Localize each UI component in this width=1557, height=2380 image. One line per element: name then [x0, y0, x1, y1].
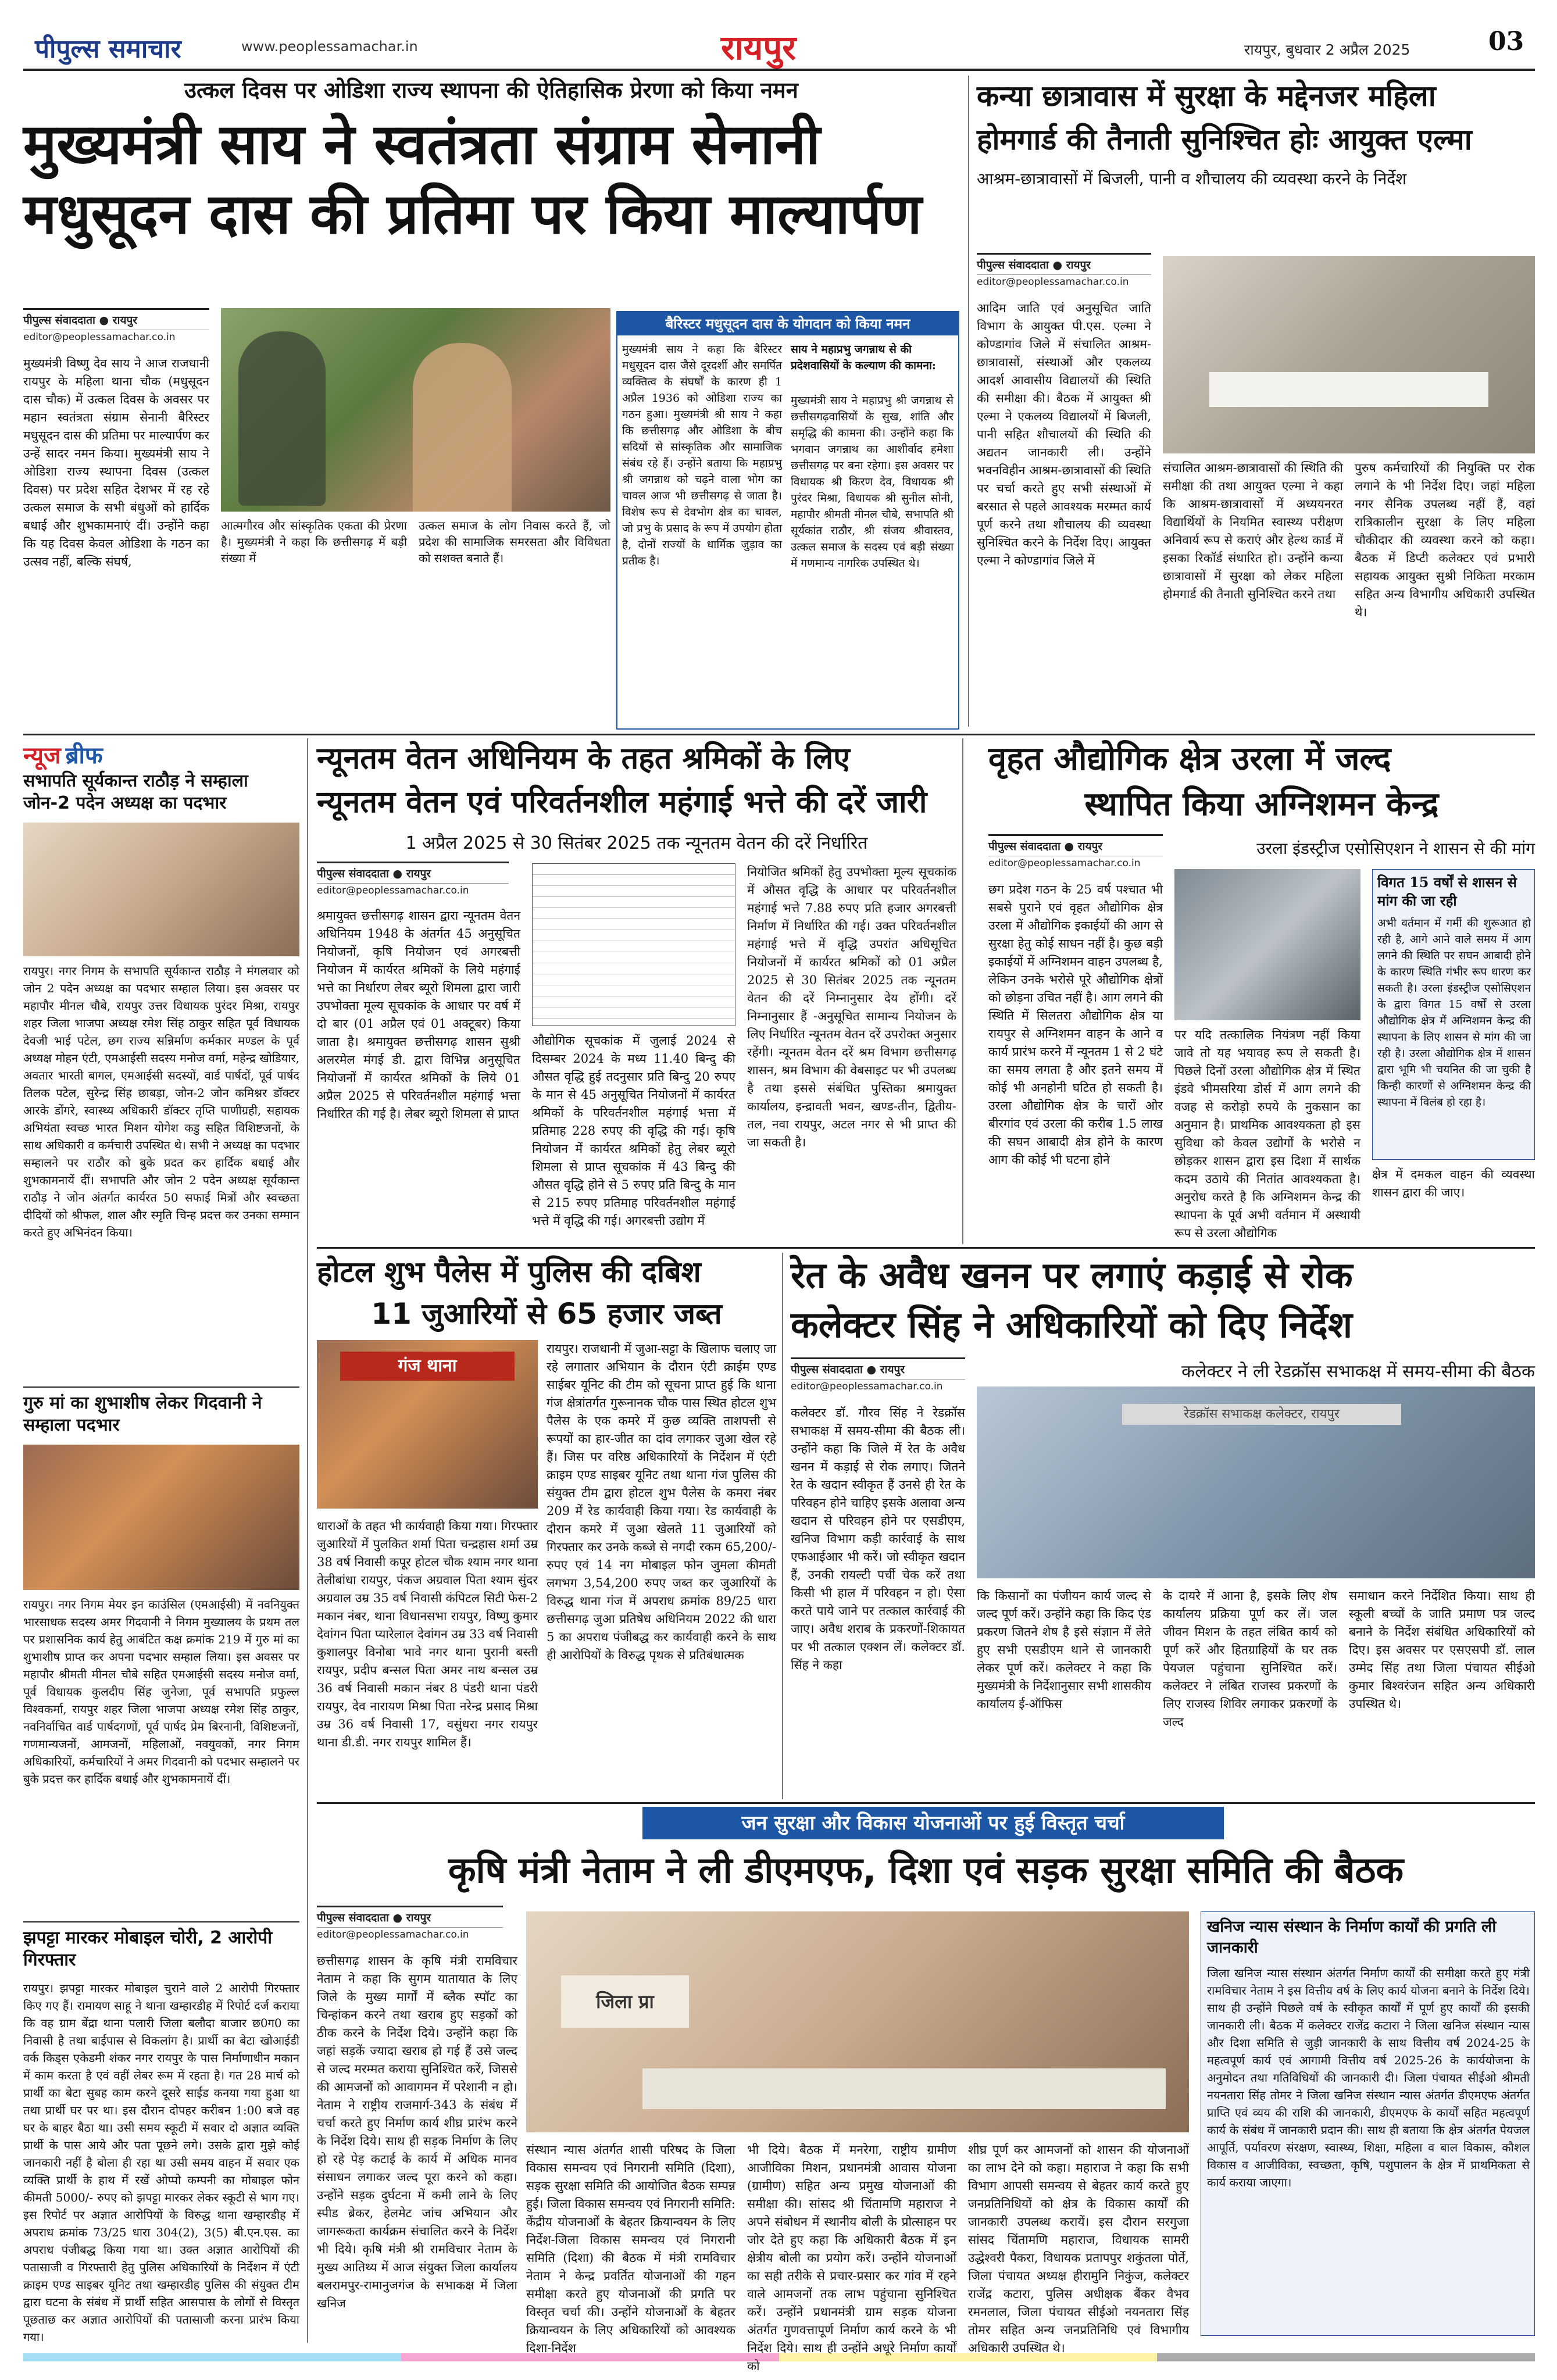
meeting-room-sign: रेडक्रॉस सभाकक्ष कलेक्टर, रायपुर — [1122, 1404, 1401, 1425]
story-elma-hostel — [977, 76, 1535, 732]
story-body-col1: कलेक्टर डॉ. गौरव सिंह ने रेडक्रॉस सभाकक्ष में समय-सीमा की बैठक ली। उन्होंने कहा कि जिले में रेत के अवैध खनन में कड़ाई से रोक लगाए। जितने रेत के खदान स्वीकृत हैं उनसे ही रेत के परिवहन होने चाहिए इसके अलावा अन्य खदान से परिवहन होने पर एसडीएम, खनिज विभाग कड़ी कार्रवाई के साथ एफआईआर भी करें। जो स्वीकृत खदान हैं, उनकी रायल्टी पर्ची चेक करें तथा किसी भी हाल में परिवहन न हो। ऐसा करते पाये जाने पर तत्काल कार्रवाई की जाए। अवैध शराब के प्रकरणों-शिकायत पर भी तत्काल एक्शन लें। कलेक्टर डॉ. सिंह ने कहा — [791, 1406, 965, 1672]
story-body-col4: समाधान करने निर्देशित किया। साथ ही स्कूली बच्चों के जाति प्रमाण पत्र जल्द बनाने के निर्देश संबंधित अधिकारियों को दिए। इस अवसर पर एसएसपी डॉ. लाल उम्मेद सिंह तथा जिला पंचायत सीईओ कुमार बिश्वरंजन सहित अन्य अधिकारी उपस्थित थे। — [1349, 1589, 1535, 1711]
headline-line-2: न्यूनतम वेतन एवं परिवर्तनशील महंगाई भत्ते की दरें जारी — [317, 785, 927, 820]
meeting-photo — [1163, 256, 1535, 453]
brief-1-photo — [23, 823, 299, 956]
story-body-col3: नियोजित श्रमिकों हेतु उपभोक्ता मूल्य सूचकांक में औसत वृद्धि के आधार पर परिवर्तनशील महंगाई भत्ते 7.88 रुपए प्रति हजार अगरबत्ती निर्माण में निर्धारित की गई। उक्त परिवर्तनशील महंगाई भत्ते में वृद्धि उपरांत अधिसूचित नियोजनों में कार्यरत श्रमिकों को 01 अप्रैल 2025 से 30 सितंबर 2025 तक न्यूनतम वेतन की दरें निम्नानुसार देय होंगी। दरें निम्नानुसार हैं -अनुसूचित सामान्य नियोजन के लिए निर्धारित न्यूनतम वेतन दरें उपरोक्त अनुसार रहेंगी। न्यूनतम वेतन दरें श्रम विभाग छत्तीसगढ़ शासन, श्रम विभाग की वेबसाइट पर भी उपलब्ध है तथा इससे संबंधित पुस्तिका श्रमायुक्त कार्यालय, इन्द्रावती भवन, खण्ड-तीन, द्वितीय-तल, नवा रायपुर, अटल नगर से भी प्राप्त की जा सकती है। — [747, 865, 956, 1149]
divider-mid — [962, 738, 963, 1244]
story-body-col4: शीघ्र पूर्ण कर आमजनों को शासन की योजनाओं का लाभ देने को कहा। महाराज ने कहा कि सभी विभाग आपसी समन्वय से बेहतर कार्य करते हुए जनप्रतिनिधियों को क्षेत्र के विकास कार्यों की जानकारी उपलब्ध करायें। इस दौरान सरगुजा सांसद चिंतामणि महाराज, विधायक सामरी उद्धेश्वरी पैकरा, विधायक प्रतापपुर शकुंतला पोर्ते, जिला पंचायत अध्यक्ष हीरामुनि निकुंज, कलेक्टर राजेंद्र कटारा, पुलिस अधीक्षक बैंकर वैभव रमनलाल, जिला पंचायत सीईओ नयनतारा सिंह तोमर सहित अन्य जनप्रतिनिधि एवं विभागीय अधिकारी उपस्थित थे। — [968, 2143, 1189, 2355]
byline: पीपुल्स संवाददाता ● रायपुर — [317, 862, 509, 884]
divider-lower — [782, 1253, 783, 1799]
box-text: अभी वर्तमान में गर्मी की शुरूआत हो रही है, आगे आने वाले समय में आग लगने की स्थिति पर सघन आबादी होने के कारण स्थिति गंभीर रूप धारण कर सकती है। उरला इंडस्ट्रीज एसोसिएशन के द्वारा विगत 15 वर्षों से उरला औद्योगिक क्षेत्र में अग्निशमन केन्द्र की स्थापना के लिए शासन से मांग की जा रही है। उरला औद्योगिक क्षेत्र में शासन द्वारा भूमि भी चयनित की जा चुकी है किन्ही कारणों से अग्निशमन केन्द्र की स्थापना में विलंब हो रहा है। — [1377, 917, 1531, 1109]
email: editor@peoplessamachar.co.in — [988, 857, 1141, 869]
dmf-progress-box — [1201, 1911, 1535, 2336]
deck: 1 अप्रैल 2025 से 30 सितंबर 2025 तक न्यूनतम वेतन की दरें निर्धारित — [405, 833, 868, 853]
photo-caption-b: उत्कल समाज के लोग निवास करते हैं, जो प्रदेश की सामाजिक समरसता और विविधता को सशक्त बनाते हैं। — [419, 519, 610, 565]
brief-label-a: न्यूज — [23, 742, 61, 769]
story-body-col2: संस्थान न्यास अंतर्गत शासी परिषद के जिला विकास समन्वय एवं निगरानी समिति (दिशा), सड़क सुरक्षा समिति की आयोजित बैठक सम्पन्न हुई। जिला विकास समन्वय एवं निगरानी समिति: केंद्रीय योजनाओं के बेहतर क्रियान्वयन के लिए निर्देश-जिला विकास समन्वय एवं निगरानी समिति (दिशा) की बैठक में मंत्री रामविचार नेताम ने केन्द्र प्रवर्तित योजनाओं की गहन समीक्षा करते हुए योजनाओं की प्रगति पर विस्तृत चर्चा की। उन्होंने योजनाओं के बेहतर क्रियान्वयन के लिए अधिकारियों को आवश्यक दिशा-निर्देश — [526, 2143, 735, 2355]
band-kicker: जन सुरक्षा और विकास योजनाओं पर हुई विस्तृत चर्चा — [642, 1807, 1224, 1839]
story-body-col3: भी दिये। बैठक में मनरेगा, राष्ट्रीय ग्रामीण आजीविका मिशन, प्रधानमंत्री आवास योजना (ग्रामीण) सहित अन्य प्रमुख योजनाओं की समीक्षा की। सांसद श्री चिंतामणि महाराज ने अपने संबोधन में स्थानीय बोली के प्रोत्साहन पर जोर देते हुए कहा कि अधिकारी बैठक में इन क्षेत्रीय बोली का प्रयोग करें। उन्होंने योजनाओं का सही तरीके से प्रचार-प्रसार कर गांव में रहने वाले आमजनों तक लाभ पहुंचाना सुनिश्चित करें। उन्होंने प्रधानमंत्री ग्राम सड़क योजना अंतर्गत गुणवत्तापूर्ण निर्माण कार्य करने के भी निर्देश दिये। साथ ही उन्होंने अधूरे निर्माण कार्यों को — [747, 2143, 956, 2373]
story-body-col3: पुरुष कर्मचारियों की नियुक्ति पर रोक लगाने के भी निर्देश दिए। जहां महिला नगर सैनिक उपलब्ध नहीं हैं, वहां रात्रिकालीन सुरक्षा के लिए महिला चौकीदार की व्यवस्था करने को कहा। बैठक में डिप्टी कलेक्टर एवं प्रभारी सहायक आयुक्त सुश्री निकिता मरकाम सहित अन्य विभागीय अधिकारी उपस्थित थे। — [1355, 461, 1535, 619]
brief-2-text: रायपुर। नगर निगम मेयर इन काउंसिल (एमआईसी) में नवनियुक्त भारसाधक सदस्य अमर गिदवानी ने निगम मुख्यालय के प्रथम तल पर प्रशासनिक कार्य हेतु आबंटित कक्ष क्रमांक 219 में गुरु मां का शुभाशीष प्राप्त कर अपना पदभार सम्हाल लिया। इस अवसर पर महापौर श्रीमती मीनल चौबे सहित एमआईसी सदस्य मनोज वर्मा, पूर्व विधायक कुलदीप सिंह जुनेजा, पूर्व सभापति प्रफुल्ल विश्वकर्मा, रायपुर शहर जिला भाजपा अध्यक्ष रमेश सिंह ठाकुर, नवनिर्वाचित वार्ड पार्षदगणों, पूर्व पार्षद प्रेम बिरनानी, विशिष्टजनों, गणमान्यजनों, आमजनों, महिलाओं, नवयुवकों, नगर निगम अधिकारियों, कर्मचारियों ने अमर गिदवानी को पदभार सम्हालने पर बुके प्रदत्त कर हार्दिक बधाई और शुभकामनायें दीं। — [23, 1598, 299, 1786]
byline: पीपुल्स संवाददाता ● रायपुर — [23, 308, 209, 330]
box-title: बैरिस्टर मधुसूदन दास के योगदान को किया नमन — [617, 312, 958, 335]
brief-2-title: गुरु मां का शुभाशीष लेकर गिदवानी ने सम्हाला पदभार — [23, 1393, 262, 1435]
story-hotel-raid — [317, 1253, 776, 1799]
headline-line-1: कन्या छात्रावास में सुरक्षा के मद्देनजर महिला — [977, 79, 1436, 113]
district-banner: जिला प्रा — [561, 1975, 689, 2028]
brief-column-divider — [307, 738, 308, 2343]
box-col1: मुख्यमंत्री साय ने कहा कि बैरिस्टर मधुसूदन दास जैसे दूरदर्शी और समर्पित व्यक्तित्व के संघर्षों के कारण ही 1 अप्रैल 1936 को ओडिशा राज्य का गठन हुआ। मुख्यमंत्री श्री साय ने कहा कि छत्तीसगढ़ और ओडिशा के बीच सदियों से सांस्कृतिक और सामाजिक संबंध रहे हैं। उन्होंने बताया कि महाप्रभु श्री जगन्नाथ को चढ़ने वाला भोग का चावल आज भी छत्तीसगढ़ से जाता है। विशेष रूप से देवभोग क्षेत्र का चावल, जो प्रभु के प्रसाद के रूप में उपयोग होता है, दोनों राज्यों के धार्मिक जुड़ाव का प्रतीक है। — [622, 343, 782, 567]
story-body-col1: रायपुर। राजधानी में जुआ-सट्टा के खिलाफ चलाए जा रहे लगातार अभियान के दौरान एंटी क्राईम एण्ड साईबर यूनिट की टीम को सूचना प्राप्त हुई कि थाना गंज क्षेत्रांतर्गत गुरूनानक चौक पास स्थित होटल शुभ पैलेस के एक कमरे में कुछ व्यक्ति ताशपत्ती से रूपयों का हार-जीत का दांव लगाकर जुआ खेल रहे हैं। जिस पर वरिष्ठ अधिकारियों के निर्देशन में एंटी क्राइम एण्ड साइबर यूनिट तथा थाना गंज पुलिस की संयुक्त टीम द्वारा होटल शुभ पैलेस के कमरा नंबर 209 में रेड कार्यवाही किया गया। रेड कार्यवाही के दौरान कमरे में जुआ खेलते 11 जुआरियों को गिरफ्तार कर उनके कब्जे से नगदी रकम 65,200/- रुपए एवं 14 नग मोबाइल फोन जुमला कीमती लगभग 3,54,200 रुपए जब्त कर जुआरियों के विरुद्ध थाना गंज में अपराध क्रमांक 89/25 धारा छत्तीसगढ़ जुआ प्रतिषेध अधिनियम 2022 की धारा 5 का अपराध पंजीबद्ध कर कार्यवाही करने के साथ ही आरोपियों के विरुद्ध पृथक से प्रतिबंधात्मक — [547, 1342, 776, 1662]
story-body-col2: संचालित आश्रम-छात्रावासों की स्थिति की समीक्षा की तथा आयुक्त एल्मा ने कहा कि आश्रम-छात्रावासों में अध्ययनरत विद्यार्थियों के नियमित स्वास्थ्य परीक्षण अनिवार्य रूप से कराएं और हेल्थ कार्ड में इसका रिकॉर्ड संधारित हो। उन्होंने कन्या छात्रावासों में सुरक्षा को लेकर महिला होमगार्ड की तैनाती सुनिश्चित करने तथा — [1163, 461, 1343, 601]
headline-line-1: न्यूनतम वेतन अधिनियम के तहत श्रमिकों के लिए — [317, 741, 851, 776]
email: editor@peoplessamachar.co.in — [317, 885, 469, 896]
table-shape — [1209, 372, 1488, 407]
column-divider — [968, 76, 969, 727]
headline-line-1: रेत के अवैध खनन पर लगाएं कड़ाई से रोक — [791, 1254, 1353, 1296]
story-body-col2: धाराओं के तहत भी कार्यवाही किया गया। गिरफ्तार जुआरियों में पुलकित शर्मा पिता चन्द्रहास शर्मा उम्र 38 वर्ष निवासी कपूर होटल चौक श्याम नगर थाना तेलीबांधा रायपुर, पंकज अग्रवाल पिता श्याम सुंदर अग्रवाल उम्र 35 वर्ष निवासी कंपिटल सिटी फेस-2 मकान नंबर, थाना विधानसभा रायपुर, विष्णु कुमार देवांगन पिता प्यारेलाल देवांगन उम्र 33 वर्ष निवासी कुशालपुर विनोबा भावे नगर थाना पुरानी बस्ती रायपुर, प्रदीप बन्सल पिता अमर नाथ बन्सल उम्र 36 वर्ष निवासी मकान नंबर 8 पंडरी थाना पंडरी रायपुर, देव नारायण मिश्रा पिता नरेन्द्र प्रसाद मिश्रा उम्र 36 वर्ष निवासी 17, वसुंधरा नगर रायपुर थाना डी.डी. नगर रायपुर शामिल हैं। — [317, 1519, 538, 1749]
brief-1-title: सभापति सूर्यकान्त राठौड़ ने सम्हाला जोन-2 पदेन अध्यक्ष का पदभार — [23, 771, 248, 813]
box-col2-lead: साय ने महाप्रभु जगन्नाथ से की प्रदेशवासियों के कल्याण की कामना: — [791, 343, 936, 372]
masthead — [0, 0, 1557, 67]
story-netam-dmf — [317, 1807, 1535, 2373]
logo: पीपुल्स समाचार — [35, 34, 181, 64]
byline: पीपुल्स संवाददाता ● रायपुर — [317, 1906, 503, 1928]
box-text: जिला खनिज न्यास संस्थान अंतर्गत निर्माण कार्यों की समीक्षा करते हुए मंत्री रामविचार नेताम ने इस वित्तीय वर्ष के लिए कार्य योजना बनाने के निर्देश दिये। साथ ही उन्होंने पिछले वर्ष के स्वीकृत कार्यों में पूर्ण हुए कार्यों की इसकी जानकारी ली। बैठक में कलेक्टर राजेंद्र कटारा ने जिला खनिज संस्थान न्यास और दिशा समिति से जुड़ी जानकारी के साथ वित्तीय वर्ष 2024-25 के महत्वपूर्ण कार्य एवं आगामी वित्तीय वर्ष 2025-26 के कार्ययोजना के अनुमोदन तथा गतिविधियों की जानकारी दी। जिला पंचायत सीईओ श्रीमती नयनतारा सिंह तोमर ने जिला खनिज संस्थान न्यास अंतर्गत डीएमएफ अंतर्गत प्राप्ति एवं व्यय की राशि की जानकारी, डीएमएफ के कार्यों सहित महत्वपूर्ण कार्य के संबंध में जानकारी प्रदान की। साथ ही बताया कि क्षेत्र अंतर्गत पेयजल आपूर्ति, पर्यावरण संरक्षण, स्वास्थ्य, शिक्षा, महिला व बाल विकास, कौशल विकास व आजीविका, स्वच्छता, कृषि, पशुपालन के क्षेत्र में प्राथमिकता से कार्य कराया जाएगा। — [1207, 1966, 1530, 2189]
story-body-col1: श्रमायुक्त छत्तीसगढ़ शासन द्वारा न्यूनतम वेतन अधिनियम 1948 के अंतर्गत 45 अनुसूचित नियोजनों, कृषि नियोजन एवं अगरबत्ती नियोजन में कार्यरत श्रमिकों के लिये महंगाई भत्ते का निर्धारण लेबर ब्यूरो शिमला द्वारा जारी उपभोक्ता मूल्य सूचकांक के आधार पर वर्ष में दो बार (01 अप्रैल एवं 01 अक्टूबर) किया जाता है। श्रमायुक्त छत्तीसगढ़ शासन सुश्री अलरमेल मंगई डी. द्वारा विभिन्न अनुसूचित नियोजनों में कार्यरत श्रमिकों के लिये 01 अप्रैल 2025 से परिवर्तनशील महंगाई भत्ता निर्धारित की गई है। लेबर ब्यूरो शिमला से प्राप्त — [317, 909, 520, 1121]
story-body-col1: छग प्रदेश गठन के 25 वर्ष पश्चात भी सबसे पुराने एवं वृहत औद्योगिक क्षेत्र उरला में औद्योगिक इकाईयों की आग से सुरक्षा हेतु कोई साधन नहीं है। कुछ बड़ी इकाईयों में अग्निशमन वाहन उपलब्ध है, लेकिन उनके भरोसे पूरे औद्योगिक क्षेत्रों को छोड़ना उचित नहीं है। आग लगने की स्थिति में सिलतरा औद्योगिक क्षेत्र या रायपुर से अग्निशमन वाहन के आने व कार्य प्रारंभ करने में न्यूनतम 1 से 2 घंटे का समय लगता है और इतने समय में कोई भी अनहोनी घटित हो सकती है। उरला औद्योगिक क्षेत्र के चारों ओर बीरगांव एवं उरला की करीब 1.5 लाख की सघन आबादी क्षेत्र होने के कारण आग की कोई भी घटना होने — [988, 882, 1163, 1167]
brief-divider-2 — [23, 1921, 299, 1922]
box-title: विगत 15 वर्षों से शासन से मांग की जा रही — [1377, 874, 1517, 909]
box-col2: मुख्यमंत्री साय ने महाप्रभु श्री जगन्नाथ से छत्तीसगढ़वासियों के सुख, शांति और समृद्धि की कामना की। उन्होंने कहा कि भगवान जगन्नाथ का आशीर्वाद हमेशा छत्तीसगढ़ पर बना रहेगा। इस अवसर पर विधायक श्री किरण देव, विधायक श्री पुरंदर मिश्रा, विधायक श्री सुनील सोनी, महापौर श्रीमती मीनल चौबे, सभापति श्री सूर्यकांत राठौर, श्री संजय श्रीवास्तव, उत्कल समाज के सदस्य एवं बड़ी संख्या में गणमान्य नागरिक उपस्थित थे। — [791, 394, 954, 570]
story-body-col3-tail: क्षेत्र में दमकल वाहन की व्यवस्था शासन द्वारा की जाए। — [1372, 1167, 1535, 1199]
email: editor@peoplessamachar.co.in — [977, 276, 1129, 288]
brief-divider-1 — [23, 1386, 299, 1388]
section-name: रायपुर — [721, 28, 797, 67]
demand-box — [1372, 869, 1535, 1160]
headline-line-2: मधुसूदन दास की प्रतिमा पर किया माल्यार्पण — [23, 181, 922, 246]
byline: पीपुल्स संवाददाता ● रायपुर — [977, 253, 1151, 275]
police-station-sign: गंज थाना — [340, 1352, 515, 1381]
print-registration-strip — [23, 2353, 1535, 2361]
deck: कलेक्टर ने ली रेडक्रॉस सभाकक्ष में समय-सीमा की बैठक — [1181, 1361, 1535, 1382]
kicker: उत्कल दिवस पर ओडिशा राज्य स्थापना की ऐतिहासिक प्रेरणा को किया नमन — [184, 77, 798, 103]
headline-line-1: मुख्यमंत्री साय ने स्वतंत्रता संग्राम सेनानी — [23, 112, 820, 177]
page-number: 03 — [1488, 27, 1524, 56]
issue-date: रायपुर, बुधवार 2 अप्रैल 2025 — [1244, 41, 1410, 58]
headline-line-1: वृहत औद्योगिक क्षेत्र उरला में जल्द — [988, 740, 1391, 778]
headline-line-2: स्थापित किया अग्निशमन केन्द्र — [1084, 785, 1439, 823]
story-body-col2: कि किसानों का पंजीयन कार्य जल्द से जल्द पूर्ण करें। उन्होंने कहा कि किद एंड प्रकरण जितने शेष है इसे संज्ञान में लेते हुए सभी एसडीएम थाने से जानकारी लेकर पूर्ण करें। कलेक्टर ने कहा कि मुख्यमंत्री के निर्देशानुसार सभी शासकीय कार्यालय ई-ऑफिस — [977, 1589, 1151, 1711]
email: editor@peoplessamachar.co.in — [23, 331, 176, 343]
yogdan-box — [616, 311, 959, 730]
person-shape — [413, 343, 512, 512]
deck: उरला इंडस्ट्रीज एसोसिएशन ने शासन से की मांग — [1256, 839, 1535, 858]
byline: पीपुल्स संवाददाता ● रायपुर — [791, 1357, 965, 1380]
headline: कृषि मंत्री नेताम ने ली डीएमएफ, दिशा एवं सड़क सुरक्षा समिति की बैठक — [448, 1849, 1404, 1891]
police-station-photo — [317, 1340, 538, 1509]
headline-line-2: कलेक्टर सिंह ने अधिकारियों को दिए निर्देश — [791, 1303, 1353, 1346]
story-body-col1: छत्तीसगढ़ शासन के कृषि मंत्री रामविचार नेताम ने कहा कि सुगम यातायात के लिए जिले के मुख्य मार्गों में ब्लैक स्पॉट का चिन्हांकन करने तथा खराब हुए सड़कों को ठीक करने के निर्देश दिये। उन्होंने कहा कि जहां सड़कें ज्यादा खराब हो गई हैं उसे जल्द से जल्द मरम्मत कराया सुनिश्चित करें, जिससे की आमजनों को आवागमन में परेशानी न हो। नेताम ने राष्ट्रीय राजमार्ग-343 के संबंध में चर्चा करते हुए निर्माण कार्य शीघ्र प्रारंभ करने के निर्देश दिये। साथ ही सड़क निर्माण के लिए हो रहे पेड़ कटाई के कार्य में अधिक मानव संसाधन लगाकर जल्द पूरा करने को कहा। उन्होंने सड़क दुर्घटना में कमी लाने के लिए स्पीड ब्रेकर, हेलमेट जांच अभियान और जागरूकता कार्यक्रम संचालित करने के निर्देश भी दिये। कृषि मंत्री श्री रामविचार नेताम के मुख्य आतिथ्य में आज संयुक्त जिला कार्यालय बलरामपुर-रामानुजगंज के सभाकक्ष में जिला खनिज — [317, 1954, 517, 2310]
box-title: खनिज न्यास संस्थान के निर्माण कार्यों की प्रगति ली जानकारी — [1207, 1918, 1497, 1957]
brief-3-text: रायपुर। झपट्टा मारकर मोबाइल चुराने वाले 2 आरोपी गिरफ्तार किए गए हैं। रामायण साहू ने थाना खम्हारडीह में रिपोर्ट दर्ज कराया कि वह ग्राम बेंद्रा थाना पलारी जिला बलौदा बाजार छ0ग0 का निवासी है तथा बाईपास से विकलांग है। प्रार्थी का बेटा खोआईडी वर्क किड्स एकेडमी शंकर नगर रायपुर के पास निर्माणाधीन मकान में काम करता है एवं वहीं लेबर रूम में रहता है। गत 28 मार्च को प्रार्थी का बेटा सुबह काम करने दूसरे साईड कनया गया हुआ था तथा प्रार्थी घर पर था। इस दौरान दोपहर करीबन 1:00 बजे वह घर के बाहर बैठा था। उसी समय स्कूटी में सवार दो अज्ञात व्यक्ति प्रार्थी के पास आये और पता पूछने लगे। उसके द्वारा मुझे कोई जानकारी नहीं है बोला ही रहा था उसी समय वाहन में सवार एक व्यक्ति प्रार्थी के हाथ में रखें ओप्पो कम्पनी का मोबाइल फोन कीमती 5000/- रुपए को झपट्टा मारकर लेकर स्कूटी से भाग गए। इस रिपोर्ट पर अज्ञात आरोपियों के विरुद्ध थाना खम्हारडीह में अपराध क्रमांक 73/25 धारा 304(2), 3(5) बी.एन.एस. का अपराध पंजीबद्ध किया गया था। उक्त अज्ञात आरोपियों की पतासाजी व गिरफ्तारी हेतु पुलिस अधिकारियों के निर्देशन में एंटी क्राइम एण्ड साइबर यूनिट तथा खम्हारडीह पुलिस की संयुक्त टीम द्वारा घटना के संबंध में प्रार्थी सहित आसपास के लोगों से विस्तृत पूछताछ कर अज्ञात आरोपियों की पतासाजी करना प्रारंभ किया गया। — [23, 1981, 299, 2344]
story-body-col2: औद्योगिक सूचकांक में जुलाई 2024 से दिसम्बर 2024 के मध्य 11.40 बिन्दु की औसत वृद्धि हुई तदनुसार प्रति बिन्दु 20 रुपए के मान से 45 अनुसूचित नियोजनों में कार्यरत श्रमिकों के परिवर्तनशील महंगाई भत्ता में प्रतिमाह 228 रुपए की वृद्धि की गई। कृषि नियोजन में कार्यरत श्रमिकों हेतु लेबर ब्यूरो शिमला से प्राप्त सूचकांक में 43 बिन्दु की औसत वृद्धि होने से 5 रुपए प्रति बिन्दु के मान से 215 रुपए प्रतिमाह परिवर्तनशील महंगाई भत्ते में वृद्धि की गई। अगरबत्ती उद्योग में — [532, 1034, 735, 1228]
wage-table-image — [532, 863, 735, 1026]
meeting-table — [642, 2068, 1166, 2109]
brief-2-photo — [23, 1445, 299, 1590]
collector-meeting-photo — [977, 1386, 1535, 1578]
headline-line-1: होटल शुभ पैलेस में पुलिस की दबिश — [317, 1255, 701, 1289]
story-body-col3: के दायरे में आना है, इसके लिए शेष कार्यालय प्रक्रिया पूर्ण कर लें। जल जीवन मिशन के तहत लंबित कार्य को पूर्ण करें और हितग्राहियों के घर तक पेयजल पहुंचाना सुनिश्चित करें। कलेक्टर ने लंबित राजस्व प्रकरणों के लिए राजस्व शिविर लगाकर प्रकरणों के जल्द — [1163, 1589, 1337, 1729]
dmf-meeting-photo — [526, 1911, 1189, 2132]
story-cm-madhusudan — [23, 76, 959, 732]
email: editor@peoplessamachar.co.in — [791, 1381, 943, 1392]
website[interactable]: www.peoplessamachar.in — [241, 38, 418, 55]
story-body-col2: पर यदि तत्कालिक नियंत्रण नहीं किया जावे तो यह भयावह रूप ले सकती है। पिछले दिनों उरला औद्योगिक क्षेत्र में स्थित इंडवे भीमसरिया डोर्स में आग लगने की वजह से करोड़ो रुपये के नुकसान का अनुमान है। प्राथमिक आवश्यकता हो इस सुविधा को केवल उद्योगों के भरोसे न छोड़कर शासन द्वारा इस दिशा में सार्थक कदम उठाये की नितांत आवश्यकता है। अनुरोध करते है कि अग्निशमन केन्द्र की स्थापना के पूर्व अभी वर्तमान में अस्थायी रूप से उरला औद्योगिक — [1174, 1028, 1360, 1240]
story-sand-mining — [791, 1253, 1535, 1799]
story-body-col1: आदिम जाति एवं अनुसूचित जाति विभाग के आयुक्त पी.एस. एल्मा ने कोण्डागांव जिले में संचालित आश्रम-छात्रावासों, संस्थाओं और एकलव्य आदर्श आवासीय विद्यालयों की स्थिति की समीक्षा की। बैठक में आयुक्त श्री एल्मा ने एकलव्य विद्यालयों में बिजली, पानी सहित शौचालयों की स्थिति की अद्यतन जानकारी ली। उन्होंने भवनविहीन आश्रम-छात्रावासों की स्थिति पर चर्चा करते हुए सभी संस्थाओं में बरसात से पहले आवश्यक मरम्मत कार्य पूर्ण करने तथा शौचालय की व्यवस्था सुनिश्चित करने के निर्देश दिए। आयुक्त एल्मा ने कोण्डागांव जिले में — [977, 301, 1151, 567]
headline-line-2: 11 जुआरियों से 65 हजार जब्त — [371, 1297, 722, 1331]
statue-shape — [238, 331, 326, 506]
cm-garlanding-photo — [221, 308, 610, 512]
byline: पीपुल्स संवाददाता ● रायपुर — [988, 834, 1163, 856]
brief-3-title: झपट्टा मारकर मोबाइल चोरी, 2 आरोपी गिरफ्तार — [23, 1928, 272, 1970]
deck: आश्रम-छात्रावासों में बिजली, पानी व शौचालय की व्यवस्था करने के निर्देश — [977, 169, 1407, 188]
section-rule — [23, 734, 1535, 735]
story-urla-fire-station — [971, 738, 1535, 1244]
news-brief-column — [23, 738, 299, 2343]
story-minimum-wage — [317, 738, 956, 1244]
masthead-rule — [23, 69, 1535, 71]
email: editor@peoplessamachar.co.in — [317, 1929, 469, 1941]
industrial-area-photo — [1174, 869, 1360, 1020]
brief-label — [23, 738, 103, 770]
section-rule-2 — [317, 1247, 1535, 1249]
headline-line-2: होमगार्ड की तैनाती सुनिश्चित होः आयुक्त एल्मा — [977, 123, 1472, 156]
story-body-col1: मुख्यमंत्री विष्णु देव साय ने आज राजधानी रायपुर के महिला थाना चौक (मधुसूदन दास चौक) में उत्कल दिवस के अवसर पर महान स्वतंत्रता संग्राम सेनानी बैरिस्टर मधुसूदन दास की प्रतिमा पर माल्यार्पण कर उन्हें सादर नमन किया। मुख्यमंत्री साय ने ओडिशा राज्य स्थापना दिवस (उत्कल दिवस) पर प्रदेश सहित देशभर में रह रहे उत्कल समाज के सभी बंधुओं को हार्दिक बधाई और शुभकामनाएं दीं। उन्होंने कहा कि यह दिवस केवल ओडिशा के गठन का उत्सव नहीं, बल्कि संघर्ष, — [23, 356, 209, 569]
brief-1-text: रायपुर। नगर निगम के सभापति सूर्यकान्त राठौड़ ने मंगलवार को जोन 2 पदेन अध्यक्ष का पदभार सम्हाल लिया। इस अवसर पर महापौर मीनल चौबे, रायपुर उत्तर विधायक पुरंदर मिश्रा, रायपुर शहर जिला भाजपा अध्यक्ष रमेश सिंह ठाकुर सहित पूर्व विधायक देवजी भाई पटेल, छग राज्य सन्निर्माण कर्मकार मण्डल के पूर्व अध्यक्ष मोहन एंटी, एमआईसी सदस्य मनोज वर्मा, महेन्द्र खोडियार, अवतार भारती बागल, एमआईसी सदस्यों, वार्ड पार्षदों, पूर्व पार्षद तिलक पटेल, सुरेन्द्र सिंह छाबड़ा, जोन-2 जोन कमिश्नर डॉक्टर आरके डोंगरे, स्वास्थ्य अधिकारी डॉक्टर तृप्ति पाणीग्रही, सहायक अभियंता स्वच्छ भारत मिशन योगेश कडु सहित विशिष्टजनों, के साथ अधिकारी व कर्मचारी उपस्थित थे। सभी ने अध्यक्ष का पदभार सम्हालने पर राठौर को बुके प्रदत कर हार्दिक बधाई और शुभकामनायें दीं। सभापति और जोन 2 पदेन अध्यक्ष सूर्यकान्त राठौड़ ने जोन अंतर्गत कार्यरत 50 सफाई मित्रों और स्वच्छता दीदियों को श्रीफल, शाल और स्मृति चिन्ह प्रदत्त कर उनका सम्मान करते हुए अभिनंदन किया। — [23, 964, 299, 1239]
brief-label-b: ब्रीफ — [65, 742, 103, 769]
photo-caption-a: आत्मगौरव और सांस्कृतिक एकता की प्रेरणा है। मुख्यमंत्री ने कहा कि छत्तीसगढ़ में बड़ी संख्या में — [221, 519, 407, 565]
section-rule-3 — [317, 1802, 1535, 1804]
